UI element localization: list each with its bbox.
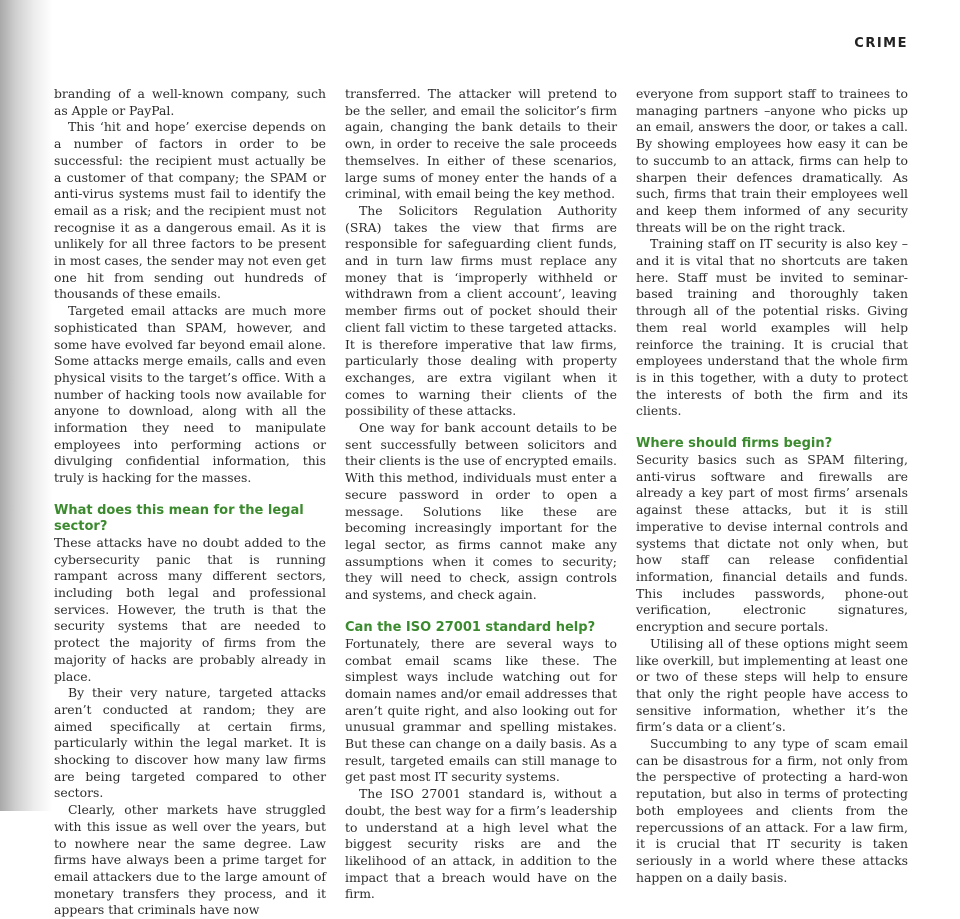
paragraph: This ‘hit and hope’ exercise depends on a number of factors in order to be successful: the recipient must actually be a customer of that company; the SPAM or anti-virus systems must fail to identify the email as a risk; and the recipient must not recognise it as a dangerous email. As it is unlikely for all three factors to be present in most cases, the sender may not even get one hit from sending out hundreds of thousands of these emails.: [54, 119, 326, 302]
article-column-3: [636, 86, 908, 886]
article-column-2: [345, 86, 617, 903]
subheading: What does this mean for the legal sector?: [54, 502, 304, 534]
subheading: Can the ISO 27001 standard help?: [345, 619, 596, 635]
paragraph: The ISO 27001 standard is, without a doubt, the best way for a firm’s leadership to understand at a high level what the biggest security risks are and the likelihood of an attack, in addition to the impact that a breach would have on the firm.: [345, 786, 617, 902]
paragraph: Succumbing to any type of scam email can be disastrous for a firm, not only from the perspective of protecting a hard-won reputation, but also in terms of protecting both employees and clients from the repercussions of an attack. For a law firm, it is crucial that IT security is taken seriously in a world where these attacks happen on a daily basis.: [636, 736, 908, 885]
paragraph: Utilising all of these options might seem like overkill, but implementing at least one or two of these steps will help to ensure that only the right people have access to sensitive information, whether it’s the firm’s data or a client’s.: [636, 635, 908, 735]
paragraph: Fortunately, there are several ways to combat email scams like these. The simplest ways include watching out for domain names and/or email addresses that aren’t quite right, and also looking out for unusual grammar and spelling mistakes. But these can change on a daily basis. As a result, targeted emails can still manage to get past most IT security systems.: [345, 635, 617, 785]
paragraph: transferred. The attacker will pretend to be the seller, and email the solicitor’s firm again, changing the bank details to their own, in order to receive the sale proceeds themselves. In either of these scenarios, large sums of money enter the hands of a criminal, with email being the key method.: [345, 86, 617, 202]
paragraph: Targeted email attacks are much more sophisticated than SPAM, however, and some have evolved far beyond email alone. Some attacks merge emails, calls and even physical visits to the target’s office. With a number of hacking tools now available for anyone to download, along with all the information they need to manipulate employees into performing actions or divulging confidential information, this truly is hacking for the masses.: [54, 303, 326, 486]
paragraph: These attacks have no doubt added to the cybersecurity panic that is running rampant across many different sectors, including both legal and professional services. However, the truth is that the security systems that are needed to protect the majority of firms from the majority of hacks are probably already in place.: [54, 534, 326, 684]
paragraph: Clearly, other markets have struggled with this issue as well over the years, but to nowhere near the same degree. Law firms have always been a prime target for email attackers due to the large amount of monetary transfers they process, and it appears that criminals have now: [54, 802, 326, 918]
paragraph: By their very nature, targeted attacks aren’t conducted at random; they are aimed specifically at certain firms, particularly within the legal market. It is shocking to discover how many law firms are being targeted compared to other sectors.: [54, 685, 326, 801]
subheading: Where should firms begin?: [636, 436, 833, 452]
page-gutter-shadow: [0, 0, 52, 811]
paragraph: branding of a well-known company, such as Apple or PayPal.: [54, 86, 326, 118]
paragraph: everyone from support staff to trainees to managing partners –anyone who picks up an email, answers the door, or takes a call. By showing employees how easy it can be to succumb to an attack, firms can help to sharpen their defences dramatically. As such, firms that train their employees well and keep them informed of any security threats will be on the right track.: [636, 86, 908, 235]
article-column-1: [54, 86, 326, 919]
paragraph: Security basics such as SPAM filtering, anti-virus software and firewalls are already a key part of most firms’ arsenals against these attacks, but it is still imperative to devise internal controls and systems that dictate not only when, but how staff can release confidential information, financial details and funds. This includes passwords, phone-out verification, electronic signatures, encryption and secure portals.: [636, 452, 908, 635]
paragraph: One way for bank account details to be sent successfully between solicitors and their clients is the use of encrypted emails. With this method, individuals must enter a secure password in order to open a message. Solutions like these are becoming increasingly important for the legal sector, as firms cannot make any assumptions when it comes to security; they will need to check, assign controls and systems, and check again.: [345, 420, 617, 603]
paragraph: The Solicitors Regulation Authority (SRA) takes the view that firms are responsible for safeguarding client funds, and in turn law firms must replace any money that is ‘improperly withheld or withdrawn from a client account’, leaving member firms out of pocket should their client fall victim to these targeted attacks. It is therefore imperative that law firms, particularly those dealing with property exchanges, are extra vigilant when it comes to warning their clients of the possibility of these attacks.: [345, 202, 617, 419]
section-label: CRIME: [854, 36, 908, 51]
paragraph: Training staff on IT security is also key – and it is vital that no shortcuts are taken here. Staff must be invited to seminar-based training and thoroughly taken through all of the potential risks. Giving them real world examples will help reinforce the training. It is crucial that employees understand that the whole firm is in this together, with a duty to protect the interests of both the firm and its clients.: [636, 236, 908, 419]
